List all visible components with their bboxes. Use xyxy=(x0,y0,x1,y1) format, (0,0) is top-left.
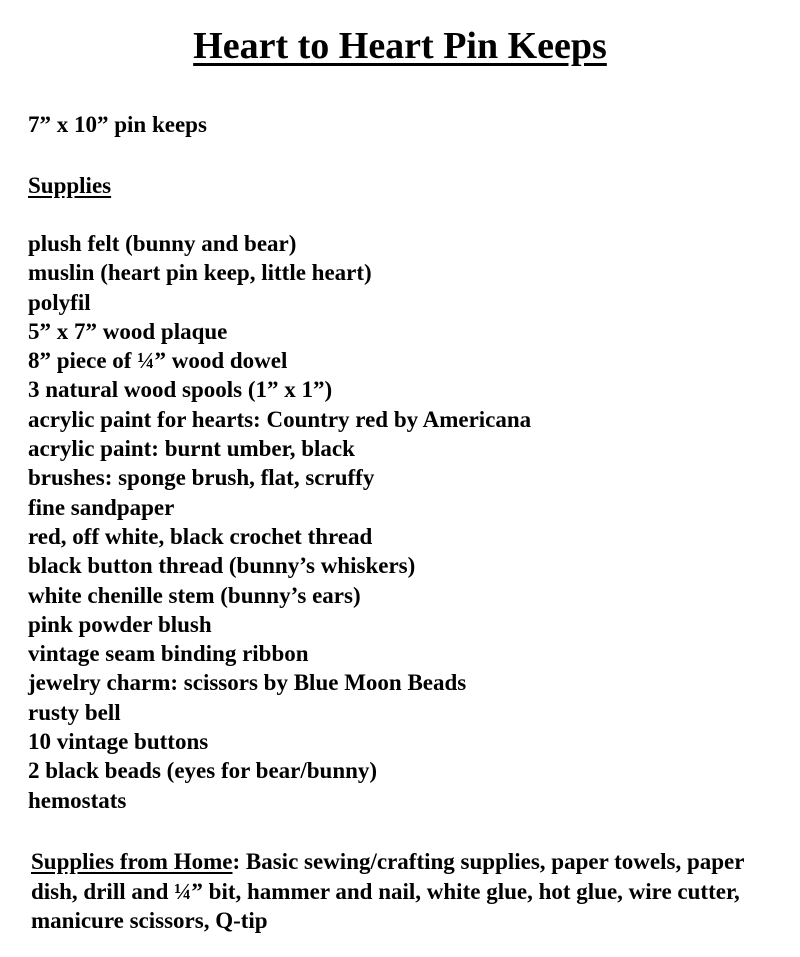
supply-item: jewelry charm: scissors by Blue Moon Beads xyxy=(28,670,467,696)
supply-item: hemostats xyxy=(28,787,127,813)
supply-item: polyfil xyxy=(28,289,91,315)
supply-item: pink powder blush xyxy=(28,611,212,637)
home-supplies-text: : Basic sewing/crafting supplies, paper towels, paper dish, drill and ¼” bit, hammer and nail, white glue, hot glue, wire cutter, manicure scissors, Q-tip xyxy=(31,849,745,933)
supply-item: plush felt (bunny and bear) xyxy=(28,231,297,256)
supply-item: 2 black beads (eyes for bear/bunny) xyxy=(28,758,378,784)
supply-item: 5” x 7” wood plaque xyxy=(28,318,228,344)
supply-item: white chenille stem (bunny’s ears) xyxy=(28,582,361,608)
supply-item: muslin (heart pin keep, little heart) xyxy=(28,260,372,286)
supply-item: black button thread (bunny’s whiskers) xyxy=(28,553,416,579)
supply-item: acrylic paint: burnt umber, black xyxy=(28,436,355,462)
supply-item: acrylic paint for hearts: Country red by Americana xyxy=(28,406,532,432)
supply-item: brushes: sponge brush, flat, scruffy xyxy=(28,465,375,491)
document-title: Heart to Heart Pin Keeps xyxy=(193,25,607,67)
supply-item: 8” piece of ¼” wood dowel xyxy=(28,348,288,374)
supplies-list xyxy=(28,229,531,815)
supply-item: 10 vintage buttons xyxy=(28,729,209,755)
supply-item: rusty bell xyxy=(28,699,121,725)
supply-item: red, off white, black crochet thread xyxy=(28,523,373,549)
supply-item: vintage seam binding ribbon xyxy=(28,641,309,667)
supplies-heading: Supplies xyxy=(28,173,112,198)
size-description: 7” x 10” pin keeps xyxy=(28,112,207,137)
supply-item: fine sandpaper xyxy=(28,494,175,520)
home-supplies-heading: Supplies from Home xyxy=(31,849,233,874)
supplies-from-home xyxy=(31,847,781,936)
supply-item: 3 natural wood spools (1” x 1”) xyxy=(28,377,333,403)
